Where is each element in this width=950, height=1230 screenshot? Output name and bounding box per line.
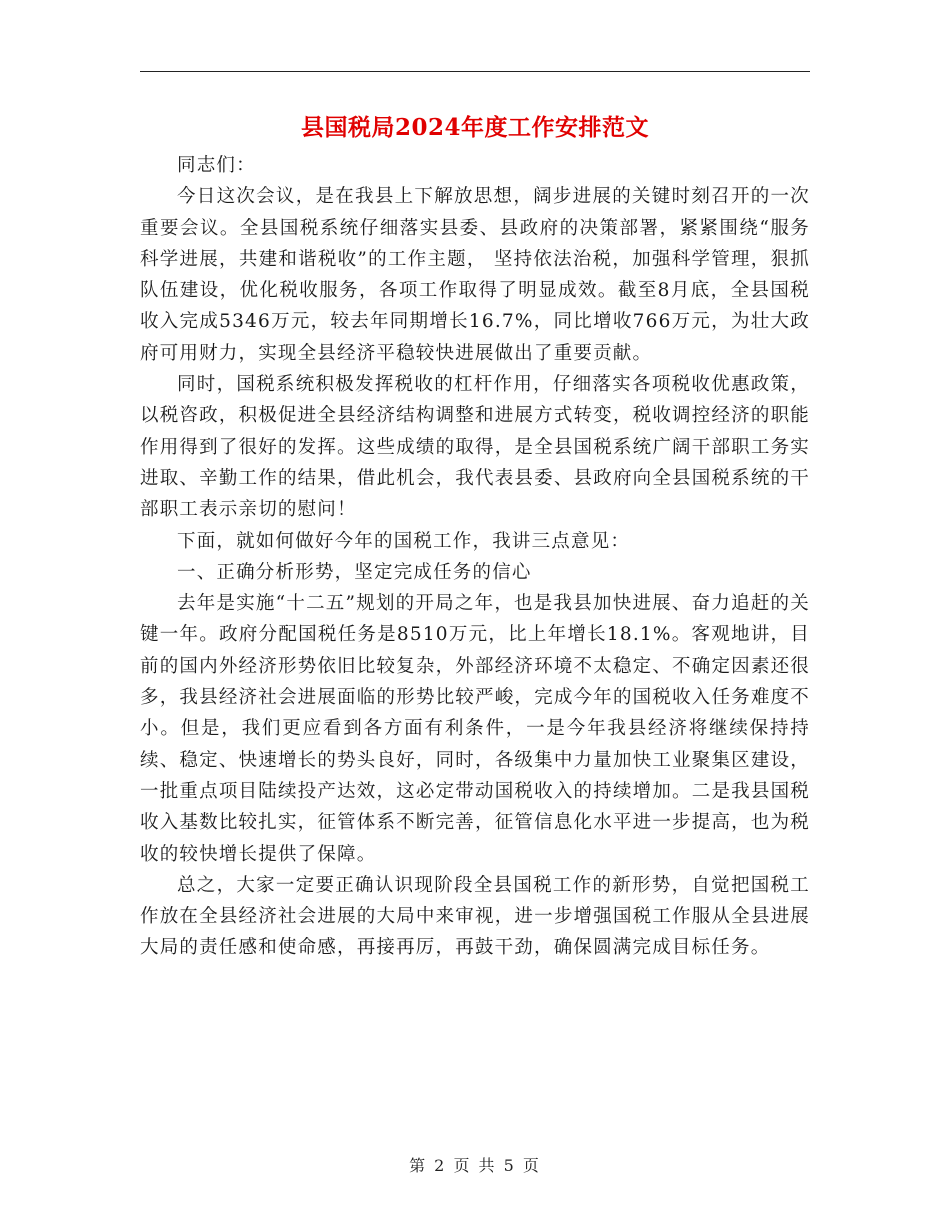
paragraph-achievements: 同时，国税系统积极发挥税收的杠杆作用，仔细落实各项税收优惠政策，以税咨政，积极促进全县经济结构调整和进展方式转变，税收调控经济的职能作用得到了很好的发挥。这些成绩的取得，是全县国税系统广阔干部职工务实进取、辛勤工作的结果，借此机会，我代表县委、县政府向全县国税系统的干部职工表示亲切的慰问！ xyxy=(140,374,810,521)
header-rule xyxy=(140,71,810,72)
paragraph-three-points: 下面，就如何做好今年的国税工作，我讲三点意见： xyxy=(177,530,631,552)
paragraph-meeting-intro: 今日这次会议，是在我县上下解放思想，阔步进展的关键时刻召开的一次重要会议。全县国税系统仔细落实县委、县政府的决策部署，紧紧围绕“服务科学进展，共建和谐税收”的工作主题， 坚持依法治税，加强科学管理，狠抓队伍建设，优化税收服务，各项工作取得了明显成效。截至8月底，全县国税收入完成5346万元，较去年同期增长16.7%，同比增收766万元，为壮大政府可用财力，实现全县经济平稳较快进展做出了重要贡献。 xyxy=(140,186,810,364)
page-number: 第 2 页 共 5 页 xyxy=(409,1156,541,1175)
paragraph-summary: 总之，大家一定要正确认识现阶段全县国税工作的新形势，自觉把国税工作放在全县经济社会进展的大局中来审视，进一步增强国税工作服从全县进展大局的责任感和使命感，再接再厉，再鼓干劲，确保圆满完成目标任务。 xyxy=(140,874,810,959)
paragraph-situation: 去年是实施“十二五”规划的开局之年，也是我县加快进展、奋力追赶的关键一年。政府分配国税任务是8510万元，比上年增长18.1%。客观地讲，目前的国内外经济形势依旧比较复杂，外部经济环境不太稳定、不确定因素还很多，我县经济社会进展面临的形势比较严峻，完成今年的国税收入任务难度不小。但是，我们更应看到各方面有利条件，一是今年我县经济将继续保持持续、稳定、快速增长的势头良好，同时，各级集中力量加快工业聚集区建设，一批重点项目陆续投产达效，这必定带动国税收入的持续增加。二是我县国税收入基数比较扎实，征管体系不断完善，征管信息化水平进一步提高，也为税收的较快增长提供了保障。 xyxy=(140,593,810,865)
section-heading-1: 一、正确分析形势，坚定完成任务的信心 xyxy=(177,561,532,583)
paragraph-salutation: 同志们： xyxy=(177,155,256,176)
document-body xyxy=(140,150,810,964)
document-title: 县国税局2024年度工作安排范文 xyxy=(300,114,649,141)
